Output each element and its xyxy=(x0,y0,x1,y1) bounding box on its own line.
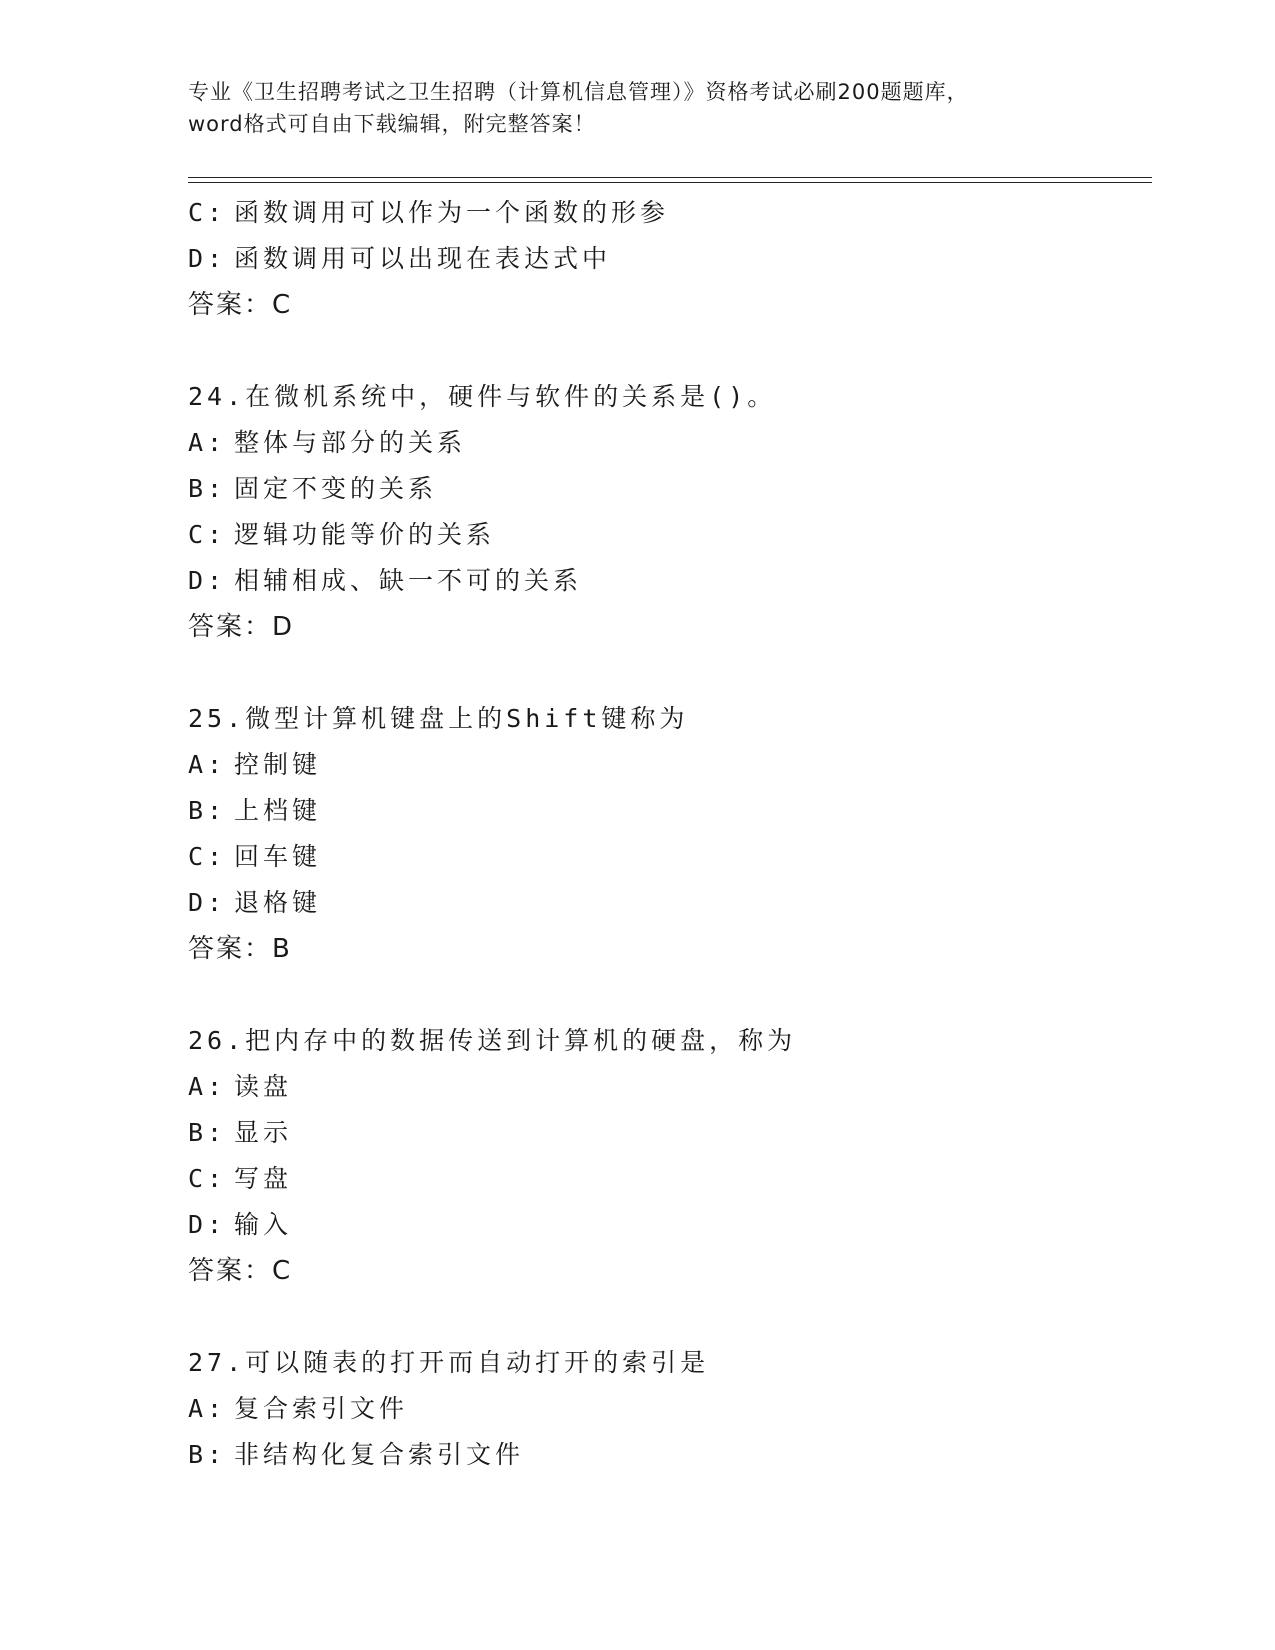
document-header xyxy=(188,76,1088,140)
option-text: 退格键 xyxy=(234,888,322,917)
option-row xyxy=(188,1432,1152,1478)
option-row xyxy=(188,512,1152,558)
option-text: 输入 xyxy=(234,1210,293,1239)
question-text: 24.在微机系统中，硬件与软件的关系是()。 xyxy=(188,382,777,411)
option-text: 固定不变的关系 xyxy=(234,474,438,503)
option-text: 写盘 xyxy=(234,1164,293,1193)
option-key: B: xyxy=(188,1118,227,1147)
option-text: 上档键 xyxy=(234,796,322,825)
question-text: 25.微型计算机键盘上的Shift键称为 xyxy=(188,704,689,733)
spacer xyxy=(188,328,1152,374)
option-key: D: xyxy=(188,888,227,917)
option-row xyxy=(188,834,1152,880)
option-row xyxy=(188,1110,1152,1156)
question-list xyxy=(188,190,1152,1478)
option-text: 函数调用可以出现在表达式中 xyxy=(234,244,612,273)
option-text: 整体与部分的关系 xyxy=(234,428,467,457)
question-text: 27.可以随表的打开而自动打开的索引是 xyxy=(188,1348,710,1377)
option-key: B: xyxy=(188,474,227,503)
spacer xyxy=(188,1294,1152,1340)
question-block-26 xyxy=(188,1018,1152,1294)
option-text: 回车键 xyxy=(234,842,322,871)
option-row xyxy=(188,788,1152,834)
option-key: D: xyxy=(188,566,227,595)
option-row xyxy=(188,742,1152,788)
option-text: 相辅相成、缺一不可的关系 xyxy=(234,566,583,595)
option-key: A: xyxy=(188,750,227,779)
option-key: A: xyxy=(188,1072,227,1101)
option-row xyxy=(188,190,1152,236)
header-line-2: word格式可自由下载编辑，附完整答案！ xyxy=(188,112,596,136)
option-key: D: xyxy=(188,244,227,273)
option-text: 非结构化复合索引文件 xyxy=(234,1440,525,1469)
option-key: C: xyxy=(188,198,227,227)
option-row xyxy=(188,880,1152,926)
answer-line: 答案：C xyxy=(188,290,293,320)
option-text: 读盘 xyxy=(234,1072,293,1101)
question-block-25 xyxy=(188,696,1152,972)
option-text: 函数调用可以作为一个函数的形参 xyxy=(234,198,670,227)
option-row xyxy=(188,1156,1152,1202)
option-row xyxy=(188,1202,1152,1248)
option-row xyxy=(188,558,1152,604)
option-key: B: xyxy=(188,1440,227,1469)
header-rule-bottom xyxy=(188,182,1152,183)
option-row xyxy=(188,236,1152,282)
question-text: 26.把内存中的数据传送到计算机的硬盘，称为 xyxy=(188,1026,797,1055)
option-text: 显示 xyxy=(234,1118,293,1147)
answer-line: 答案：D xyxy=(188,612,295,642)
question-block-27 xyxy=(188,1340,1152,1478)
question-block-24 xyxy=(188,374,1152,650)
option-row xyxy=(188,1064,1152,1110)
spacer xyxy=(188,972,1152,1018)
option-text: 逻辑功能等价的关系 xyxy=(234,520,496,549)
option-text: 复合索引文件 xyxy=(234,1394,409,1423)
option-key: C: xyxy=(188,520,227,549)
header-line-1: 专业《卫生招聘考试之卫生招聘（计算机信息管理）》资格考试必刷200题题库， xyxy=(188,80,969,104)
answer-line: 答案：B xyxy=(188,934,292,964)
option-key: C: xyxy=(188,842,227,871)
option-key: D: xyxy=(188,1210,227,1239)
option-row xyxy=(188,420,1152,466)
header-rule-top xyxy=(188,177,1152,178)
question-block-23 xyxy=(188,190,1152,328)
spacer xyxy=(188,650,1152,696)
option-text: 控制键 xyxy=(234,750,322,779)
option-key: C: xyxy=(188,1164,227,1193)
option-row xyxy=(188,1386,1152,1432)
option-key: A: xyxy=(188,428,227,457)
option-row xyxy=(188,466,1152,512)
option-key: A: xyxy=(188,1394,227,1423)
option-key: B: xyxy=(188,796,227,825)
answer-line: 答案：C xyxy=(188,1256,293,1286)
